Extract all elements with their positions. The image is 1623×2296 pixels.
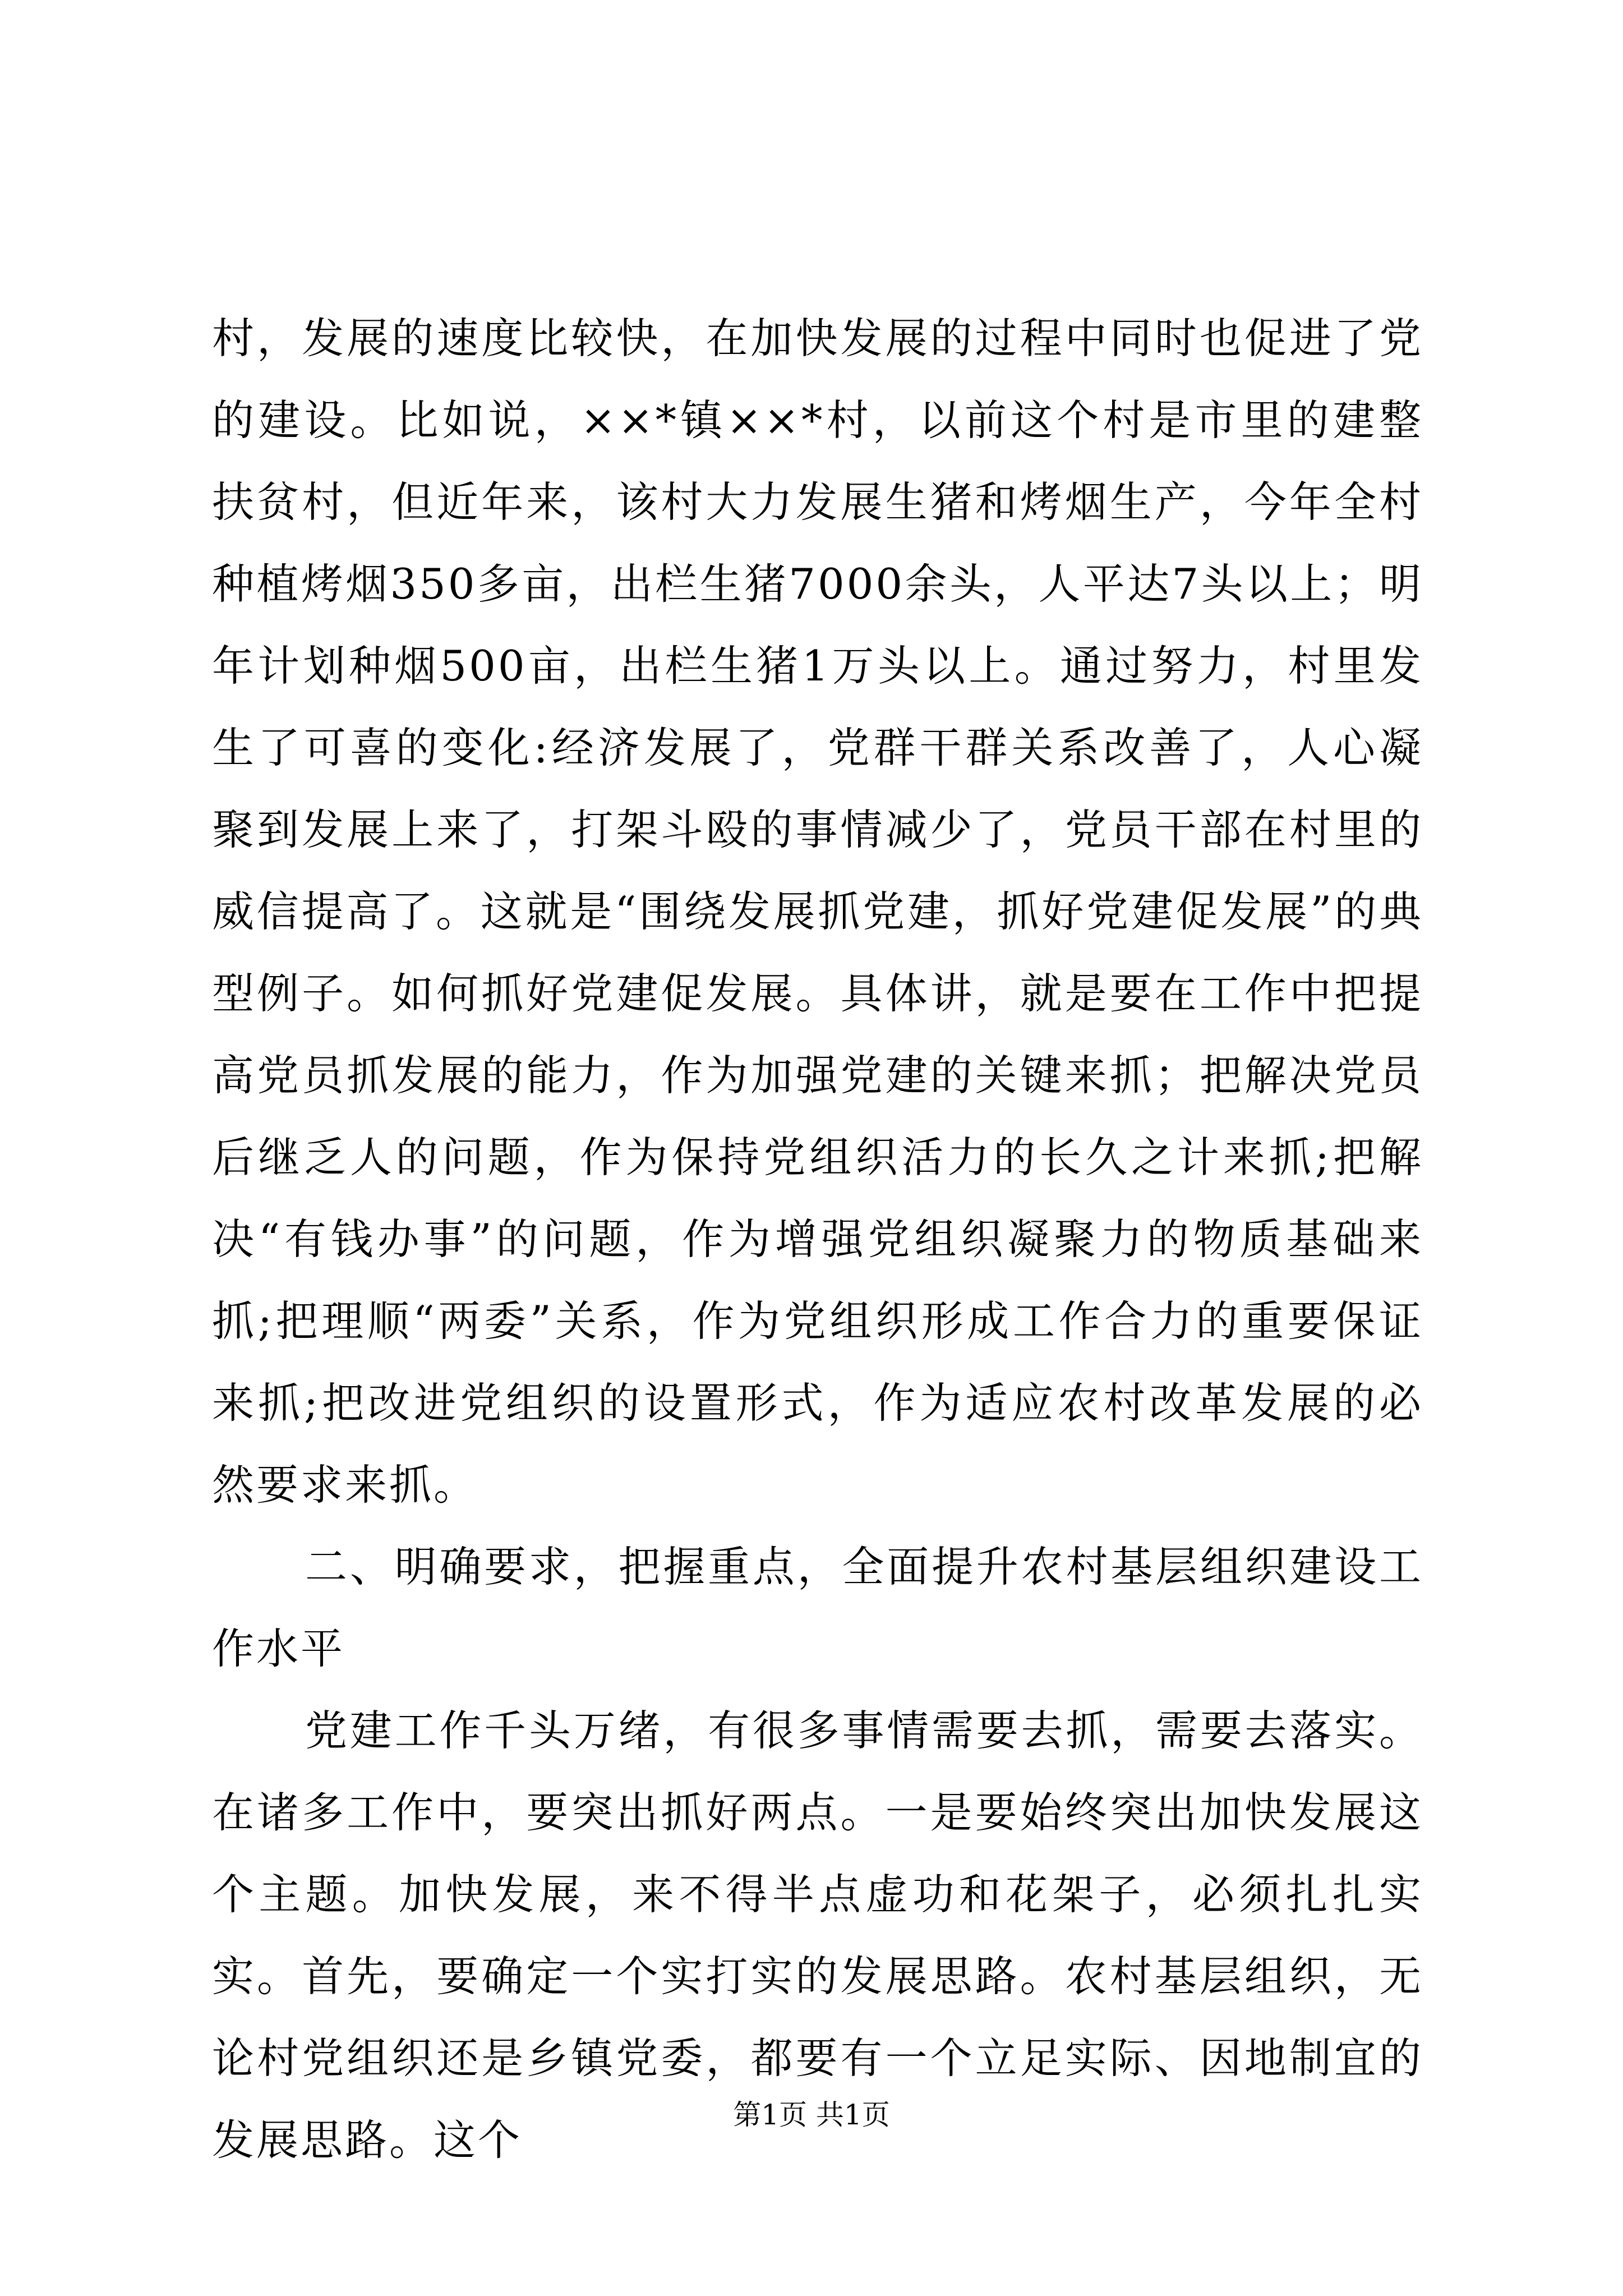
section-heading: 二、明确要求，把握重点，全面提升农村基层组织建设工作水平 xyxy=(212,1542,1423,1673)
page-footer: 第1页 共1页 xyxy=(733,2099,890,2131)
document-body xyxy=(212,297,1423,2181)
paragraph-body: 党建工作千头万绪，有很多事情需要去抓，需要去落实。在诸多工作中，要突出抓好两点。一是要始终突出加快发展这个主题。加快发展，来不得半点虚功和花架子，必须扎扎实实。首先，要确定一个实打实的发展思路。农村基层组织，无论村党组织还是乡镇党委，都要有一个立足实际、因地制宜的发展思路。这个 xyxy=(212,1706,1423,2165)
paragraph-continuation: 村，发展的速度比较快，在加快发展的过程中同时也促进了党的建设。比如说，××*镇××*村，以前这个村是市里的建整扶贫村，但近年来，该村大力发展生猪和烤烟生产，今年全村种植烤烟350多亩，出栏生猪7000余头，人平达7头以上；明年计划种烟500亩，出栏生猪1万头以上。通过努力，村里发生了可喜的变化:经济发展了，党群干群关系改善了，人心凝聚到发展上来了，打架斗殴的事情减少了，党员干部在村里的威信提高了。这就是“围绕发展抓党建，抓好党建促发展”的典型例子。如何抓好党建促发展。具体讲，就是要在工作中把提高党员抓发展的能力，作为加强党建的关键来抓；把解决党员后继乏人的问题，作为保持党组织活力的长久之计来抓;把解决“有钱办事”的问题，作为增强党组织凝聚力的物质基础来抓;把理顺“两委”关系，作为党组织形成工作合力的重要保证来抓;把改进党组织的设置形式，作为适应农村改革发展的必然要求来抓。 xyxy=(212,314,1423,1510)
